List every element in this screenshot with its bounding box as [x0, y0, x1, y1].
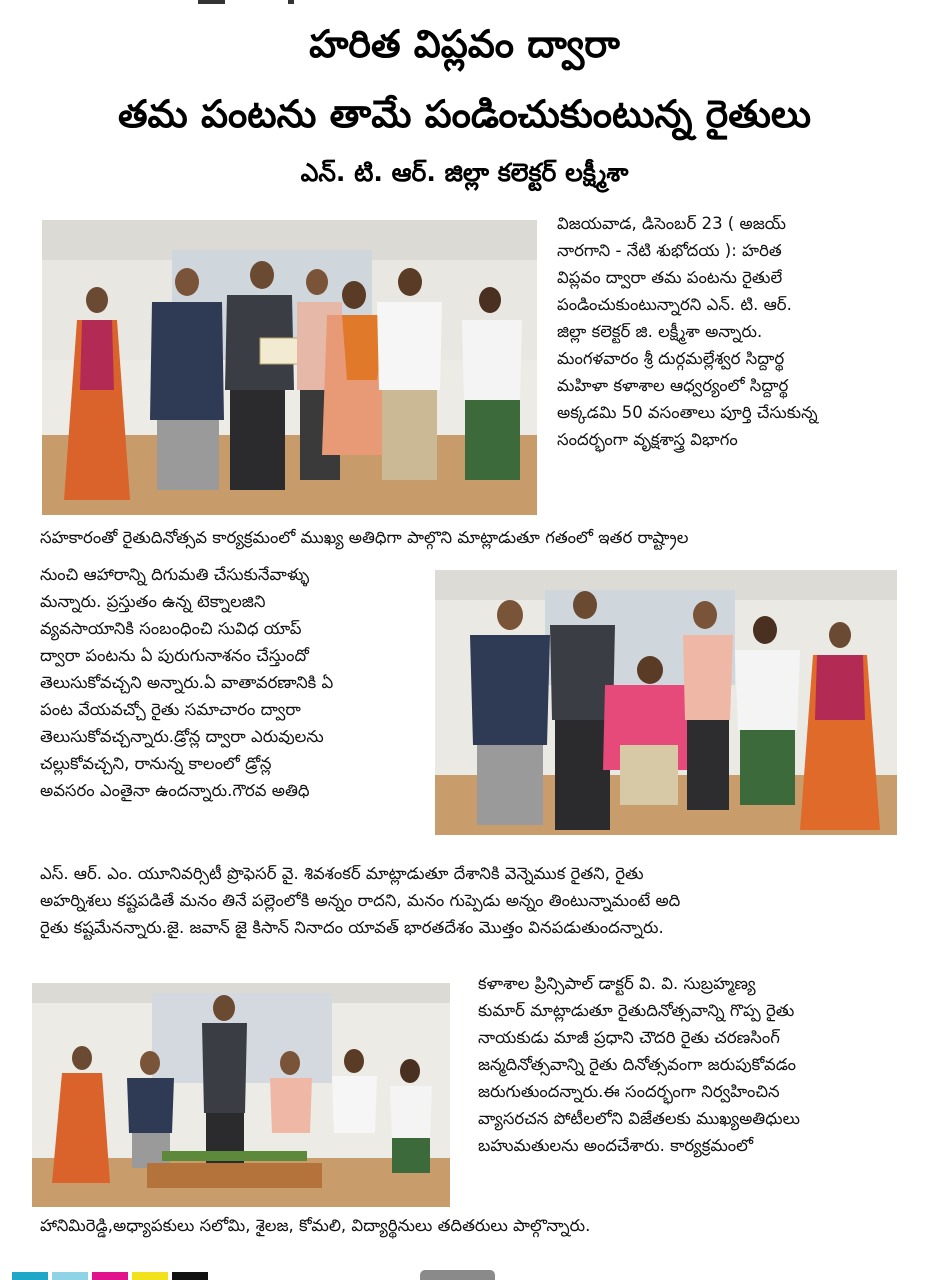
- previous-page-fragment: [198, 0, 348, 4]
- article-paragraph-5: కళాశాల ప్రిన్సిపాల్ డాక్టర్ వి. వి. సుబ్రహ్మణ్య కుమార్ మాట్లాడుతూ రైతుదినోత్సవాన్ని గొప్ప రైతు నాయకుడు మాజీ ప్రధాని చౌదరి రైతు చరణసింగ్ జన్మదినోత్సవాన్ని రైతు దినోత్సవంగా జరుపుకోవడం జరుగుతుందన్నారు.ఈ సందర్భంగా నిర్వహించిన వ్యాసరచన పోటీలలోని విజేతలకు ముఖ్యఅతిధులు బహుమతులను అందచేశారు. కార్యక్రమంలో: [478, 974, 800, 1155]
- color-swatch-magenta: [92, 1272, 128, 1280]
- article-paragraph-6: హానిమిరెడ్డి,అధ్యాపకులు సలోమి, శైలజ, కోమలి, విద్యార్థినులు తదితరులు పాల్గొన్నారు.: [40, 1216, 591, 1235]
- print-color-bar: [0, 1266, 929, 1280]
- article-paragraph-4: ఎస్. ఆర్. ఎం. యూనివర్సిటీ ప్రొఫెసర్ వై. శివశంకర్ మాట్లాడుతూ దేశానికి వెన్నెముక రైతని, రైతు అహర్నిశలు కష్టపడితే మనం తినే పల్లెంలోకి అన్నం రాదని, మనం గుప్పెడు అన్నం తింటున్నామంటే అది రైతు కష్టమేనన్నారు.జై. జవాన్ జై కిసాన్ నినాదం యావత్ భారతదేశం మొత్తం వినపడుతుందన్నారు.: [40, 864, 681, 937]
- photo-felicitation: [435, 570, 897, 835]
- top-strip: [0, 0, 929, 10]
- photo-award-ceremony: [42, 220, 537, 515]
- headline-line-2: తమ పంటను తామే పండించుకుంటున్న రైతులు: [117, 92, 812, 136]
- article-paragraph-2: సహకారంతో రైతుదినోత్సవ కార్యక్రమంలో ముఖ్య అతిధిగా పాల్గొని మాట్లాడుతూ గతంలో ఇతర రాష్ట్రాల: [40, 528, 689, 547]
- article-paragraph-3: నుంచి ఆహారాన్ని దిగుమతి చేసుకునేవాళ్ళు మన్నారు. ప్రస్తుతం ఉన్న టెక్నాలజిని వ్యవసాయానికి సంబంధించి సువిధ యాప్ ద్వారా పంటను ఏ పురుగునాశనం చేస్తుందో తెలుసుకోవచ్చని అన్నారు.ఏ వాతావరణానికి ఏ పంట వేయవచ్చో రైతు సమాచారం ద్వారా తెలుసుకోవచ్చన్నారు.డ్రోన్ల ద్వారా ఎరువులను చల్లుకోవచ్చని, రానున్న కాలంలో డ్రోన్ల అవసరం ఎంతైనా ఉందన్నారు.గౌరవ అతిధి: [40, 565, 334, 800]
- color-swatch-light-cyan: [52, 1272, 88, 1280]
- color-swatch-cyan: [12, 1272, 48, 1280]
- headline-subline: ఎన్. టి. ఆర్. జిల్లా కలెక్టర్ లక్ష్మీశా: [300, 158, 629, 187]
- article-paragraph-1: విజయవాడ, డిసెంబర్ 23 ( అజయ్ నారగాని - నేటి శుభోదయ ): హరిత విప్లవం ద్వారా తమ పంటను రైతులే పండించుకుంటున్నారని ఎన్. టి. ఆర్. జిల్లా కలెక్టర్ జి. లక్ష్మీశా అన్నారు. మంగళవారం శ్రీ దుర్గమల్లేశ్వర సిద్దార్థ మహిళా కళాశాల ఆధ్వర్యంలో సిద్దార్థ అక్కడమి 50 వసంతాలు పూర్తి చేసుకున్న సందర్భంగా వృక్షశాస్త్ర విభాగం: [557, 214, 818, 449]
- color-swatch-black: [172, 1272, 208, 1280]
- headline-line-1: హరిత విప్లవం ద్వారా: [309, 22, 620, 66]
- scroll-indicator: [420, 1270, 495, 1280]
- photo-speaker-address: [32, 983, 450, 1207]
- color-swatch-yellow: [132, 1272, 168, 1280]
